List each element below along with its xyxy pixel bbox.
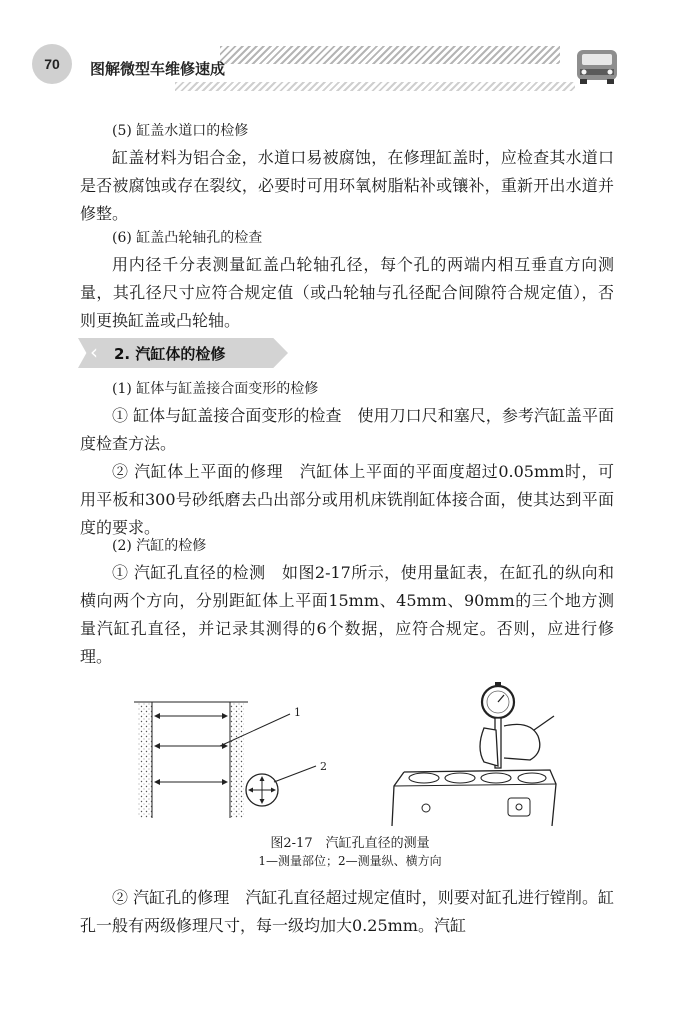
figure-label-2: 2: [320, 760, 327, 773]
bore-gauge-illustration: [380, 680, 570, 830]
section-title: 2. 汽缸体的检修: [114, 345, 226, 363]
header-stripe-decoration-low: [175, 82, 575, 91]
paragraph-6-text: 用内径千分表测量缸盖凸轮轴孔径，每个孔的两端内相互垂直方向测量，其孔径尺寸应符合规定值（或凸轮轴与孔径配合间隙符合规定值），否则更换缸盖或凸轮轴。: [80, 255, 614, 330]
header-stripe-decoration: [220, 46, 560, 64]
figure-legend: 1—测量部位；2—测量纵、横方向: [258, 854, 442, 868]
paragraph-2-2-b: [80, 884, 614, 940]
cylinder-measurement-diagram: [130, 700, 340, 820]
paragraph-2-2-a: [80, 559, 614, 671]
heading-6: (6) 缸盖凸轮轴孔的检查: [112, 230, 263, 246]
heading-2-1: (1) 缸体与缸盖接合面变形的检修: [112, 381, 319, 397]
heading-2-2: (2) 汽缸的检修: [112, 538, 207, 554]
figure-caption: 图2-17 汽缸孔直径的测量: [270, 836, 430, 851]
book-title: 图解微型车维修速成: [90, 60, 226, 78]
paragraph-5-text: 缸盖材料为铝合金，水道口易被腐蚀，在修理缸盖时，应检查其水道口是否被腐蚀或存在裂纹，必要时可用环氧树脂粘补或镶补，重新开出水道并修整。: [80, 148, 614, 223]
page-number: 70: [44, 56, 60, 72]
page-number-badge: [32, 44, 72, 84]
paragraph-6: [80, 251, 614, 335]
paragraph-2-1-b-text: ② 汽缸体上平面的修理 汽缸体上平面的平面度超过0.05mm时，可用平板和300号砂纸磨去凸出部分或用机床铣削缸体接合面，使其达到平面度的要求。: [80, 462, 614, 537]
car-icon: [574, 42, 620, 86]
heading-5: (5) 缸盖水道口的检修: [112, 123, 249, 139]
paragraph-2-2-a-text: ① 汽缸孔直径的检测 如图2-17所示，使用量缸表，在缸孔的纵向和横向两个方向，分别距缸体上平面15mm、45mm、90mm的三个地方测量汽缸孔直径，并记录其测得的6个数据，应符合规定。否则，应进行修理。: [80, 563, 614, 666]
paragraph-2-1-a: [80, 402, 614, 458]
paragraph-2-1-b: [80, 458, 614, 542]
paragraph-2-1-a-text: ① 缸体与缸盖接合面变形的检查 使用刀口尺和塞尺，参考汽缸盖平面度检查方法。: [80, 406, 614, 453]
chevron-left-icon: ‹: [90, 340, 98, 364]
figure-label-1: 1: [294, 706, 301, 719]
paragraph-2-2-b-text: ② 汽缸孔的修理 汽缸孔直径超过规定值时，则要对缸孔进行镗削。缸孔一般有两级修理尺寸，每一级均加大0.25mm。汽缸: [80, 888, 614, 935]
paragraph-5: [80, 144, 614, 228]
